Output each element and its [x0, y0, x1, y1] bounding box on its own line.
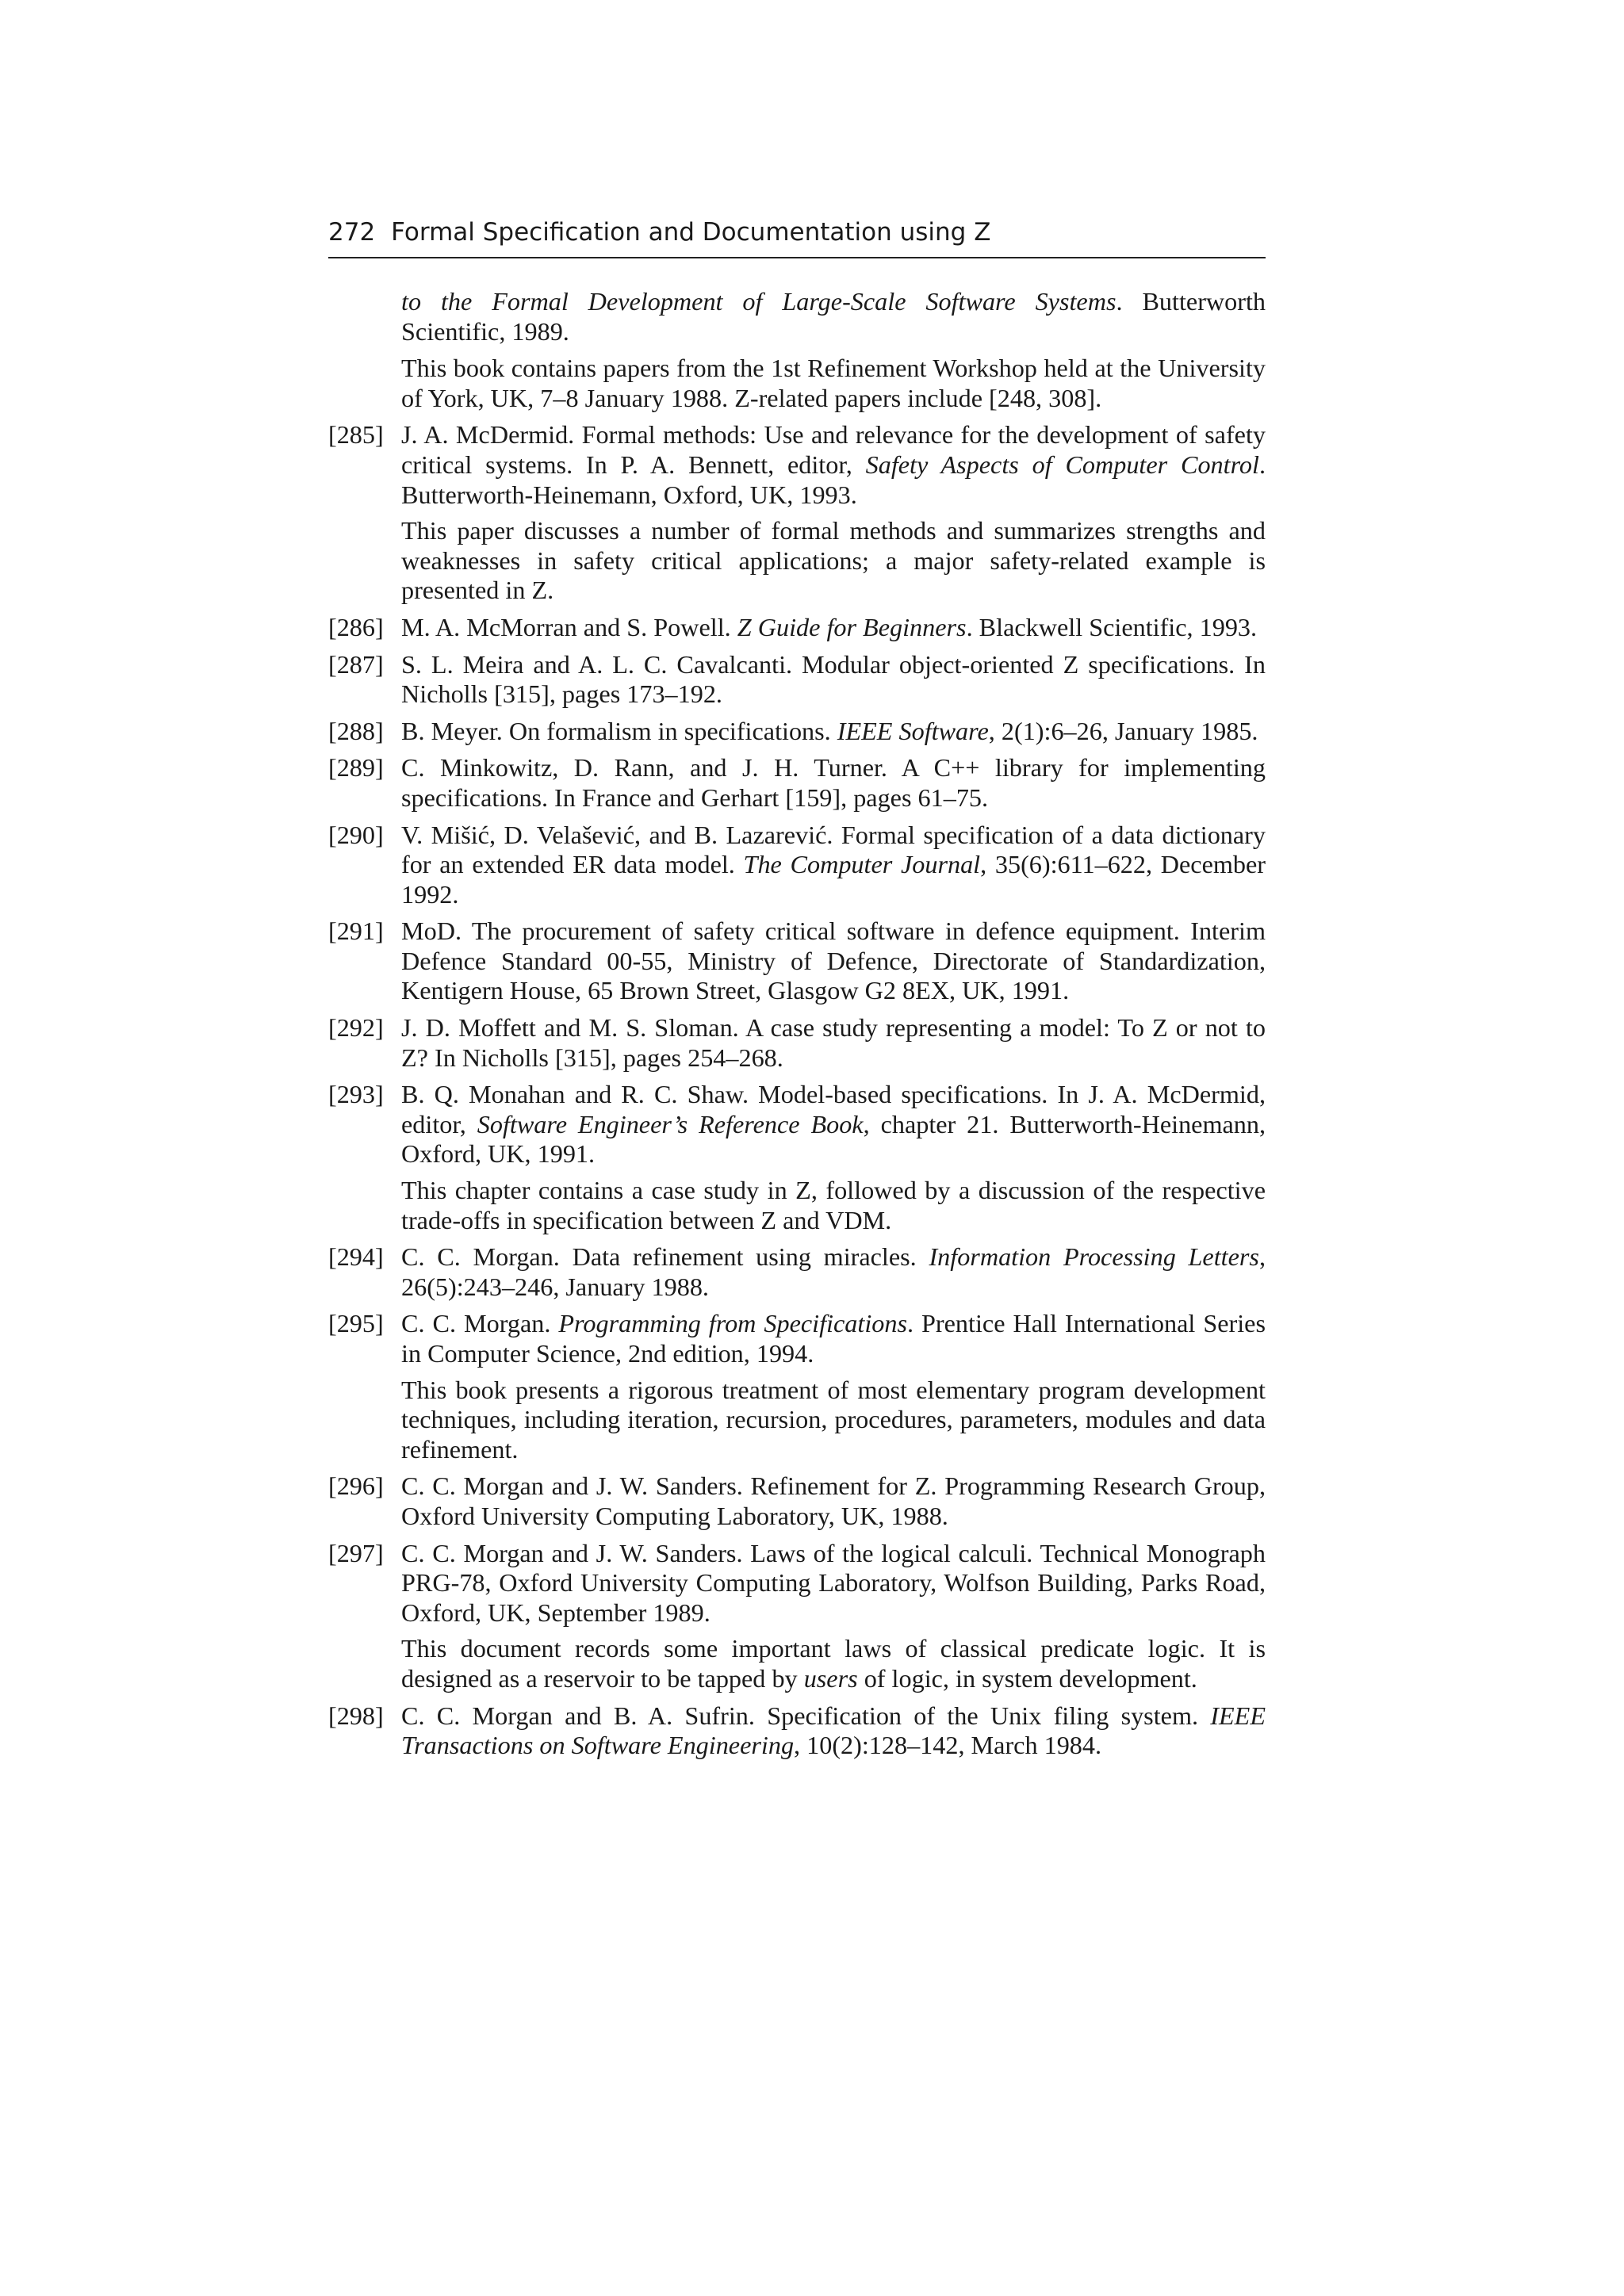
reference-292: [292] J. D. Moffett and M. S. Sloman. A case study representing a model: To Z or not to Z? In Nicholls [315], pages 254–268. [328, 1013, 1266, 1072]
reference-291: [291] MoD. The procurement of safety critical software in defence equipment. Interim Defence Standard 00-55, Ministry of Defence, Directorate of Standardization, Kentigern House, 65 Brown Street, Glasgow G2 8EX, UK, 1991. [328, 916, 1266, 1005]
reference-287: [287] S. L. Meira and A. L. C. Cavalcanti. Modular object-oriented Z specifications. In Nicholls [315], pages 173–192. [328, 649, 1266, 709]
bibliography [328, 287, 1266, 1768]
page-number: 272 [328, 218, 376, 247]
reference-294: [294] C. C. Morgan. Data refinement using miracles. Information Processing Letters, 26(5):243–246, January 1988. [328, 1242, 1266, 1301]
reference-290: [290] V. Mišić, D. Velašević, and B. Lazarević. Formal specification of a data dictionary for an extended ER data model. The Computer Journal, 35(6):611–622, December 1992. [328, 820, 1266, 909]
reference-289: [289] C. Minkowitz, D. Rann, and J. H. Turner. A C++ library for implementing specifications. In France and Gerhart [159], pages 61–75. [328, 753, 1266, 812]
continued-reference [401, 287, 1266, 346]
reference-number: [295] [328, 1309, 384, 1338]
reference-note: This paper discusses a number of formal methods and summarizes strengths and weaknesses in safety critical applications; a major safety-related example is presented in Z. [401, 516, 1266, 605]
reference-number: [290] [328, 820, 384, 849]
reference-285: [285] J. A. McDermid. Formal methods: Use and relevance for the development of safety critical systems. In P. A. Bennett, editor, Safety Aspects of Computer Control. Butterworth-Heinemann, Oxford, UK, 1993. This paper discusses a number of formal methods and summarizes strengths and weaknesses in safety critical applications; a major safety-related example is presented in Z. [328, 420, 1266, 605]
reference-286: [286] M. A. McMorran and S. Powell. Z Guide for Beginners. Blackwell Scientific, 1993. [328, 612, 1258, 641]
reference-293: [293] B. Q. Monahan and R. C. Shaw. Model-based specifications. In J. A. McDermid, editor, Software Engineer’s Reference Book, chapter 21. Butterworth-Heinemann, Oxford, UK, 1991. This chapter contains a case study in Z, followed by a discussion of the respective trade-offs in specification between Z and VDM. [328, 1080, 1266, 1234]
continued-reference-italic: to the Formal Development of Large-Scale Software Systems [401, 287, 1116, 316]
reference-note: This document records some important laws of classical predicate logic. It is designed as a reservoir to be tapped by users of logic, in system development. [401, 1634, 1266, 1693]
reference-number: [286] [328, 612, 384, 641]
reference-number: [285] [328, 420, 384, 450]
reference-number: [289] [328, 753, 384, 783]
reference-288: [288] B. Meyer. On formalism in specifications. IEEE Software, 2(1):6–26, January 1985. [328, 716, 1258, 745]
reference-296: [296] C. C. Morgan and J. W. Sanders. Refinement for Z. Programming Research Group, Oxford University Computing Laboratory, UK, 1988. [328, 1471, 1266, 1530]
continued-reference-text: . Butterworth Scientific, 1989. [401, 287, 1266, 346]
reference-number: [293] [328, 1080, 384, 1109]
reference-number: [292] [328, 1013, 384, 1043]
reference-298: [298] C. C. Morgan and B. A. Sufrin. Specification of the Unix filing system. IEEE Transactions on Software Engineering, 10(2):128–142, March 1984. [328, 1701, 1266, 1760]
reference-number: [294] [328, 1242, 384, 1272]
continued-reference-note: This book contains papers from the 1st Refinement Workshop held at the University of York, UK, 7–8 January 1988. Z-related papers include [248, 308]. [401, 354, 1266, 412]
reference-297: [297] C. C. Morgan and J. W. Sanders. Laws of the logical calculi. Technical Monograph PRG-78, Oxford University Computing Laboratory, Wolfson Building, Parks Road, Oxford, UK, September 1989. This document records some important laws of classical predicate logic. It is designed as a reservoir to be tapped by users of logic, in system development. [328, 1538, 1266, 1693]
reference-number: [298] [328, 1701, 384, 1730]
reference-note: This book presents a rigorous treatment of most elementary program development techniques, including iteration, recursion, procedures, parameters, modules and data refinement. [401, 1375, 1266, 1464]
reference-number: [288] [328, 716, 384, 745]
reference-number: [296] [328, 1471, 384, 1501]
reference-number: [287] [328, 649, 384, 679]
reference-number: [291] [328, 916, 384, 946]
reference-note: This chapter contains a case study in Z, followed by a discussion of the respective trade-offs in specification between Z and VDM. [401, 1176, 1266, 1234]
reference-number: [297] [328, 1538, 384, 1567]
running-header [328, 214, 1266, 258]
reference-295: [295] C. C. Morgan. Programming from Specifications. Prentice Hall International Series in Computer Science, 2nd edition, 1994. This book presents a rigorous treatment of most elementary program development techniques, including iteration, recursion, procedures, parameters, modules and data refinement. [328, 1309, 1266, 1464]
running-title: Formal Specification and Documentation using Z [391, 218, 991, 247]
